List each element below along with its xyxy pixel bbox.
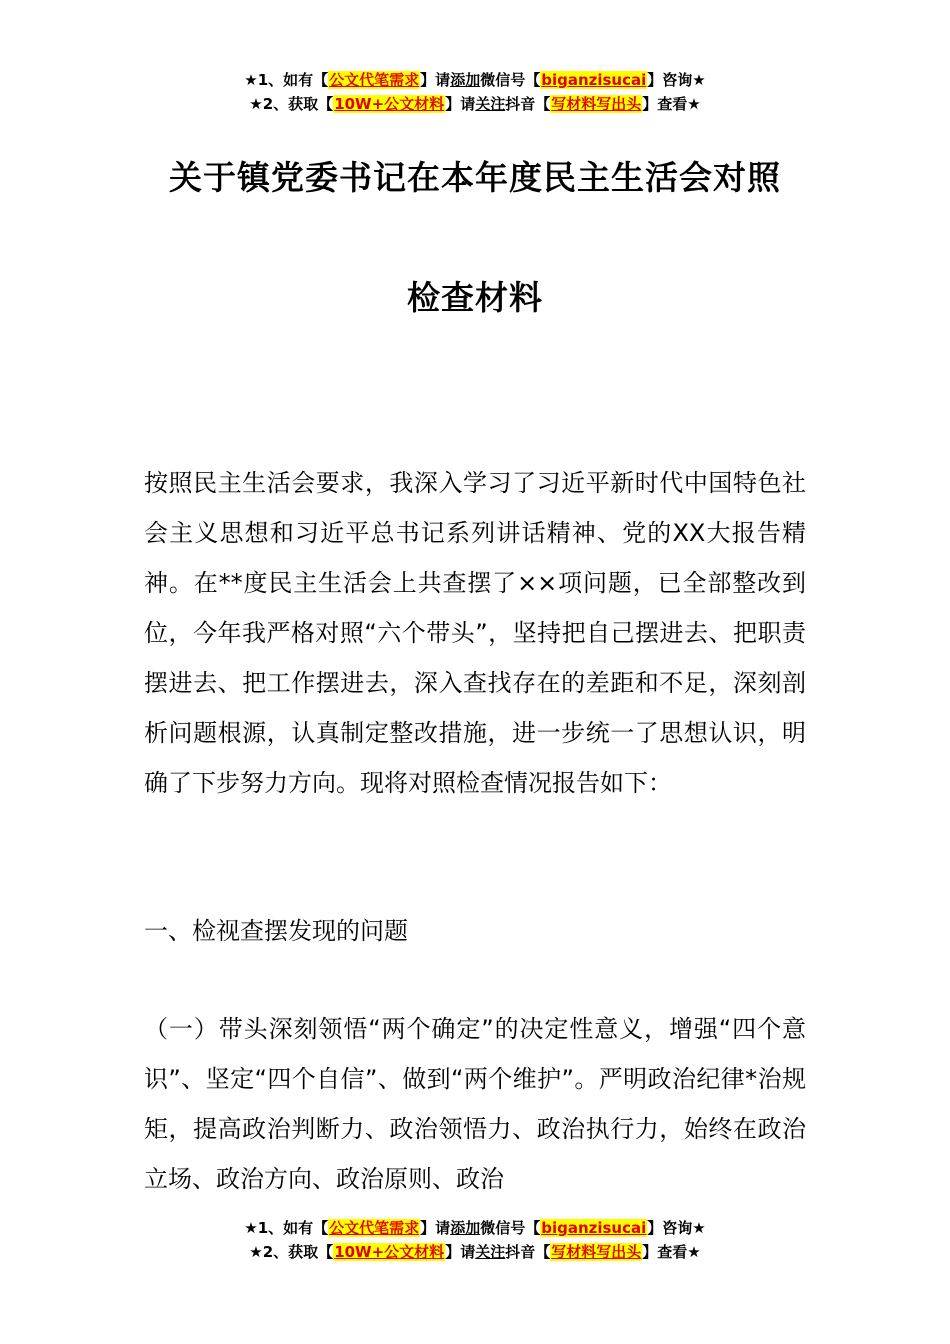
top-promo-banner [0, 68, 950, 116]
promo-highlight: 写材料写出头 [551, 1243, 642, 1261]
promo-highlight: 10W+公文材料 [334, 1243, 445, 1261]
promo-line-1: ★1、如有【公文代笔需求】请添加微信号【biganzisucai】咨询★ [244, 71, 706, 89]
promo-highlight: 10W+公文材料 [334, 95, 445, 113]
document-title-line-2: 检查材料 [407, 278, 543, 317]
promo-highlight: 公文代笔需求 [329, 71, 420, 89]
promo-line-2: ★2、获取【10W+公文材料】请关注抖音【写材料写出头】查看★ [249, 1243, 701, 1261]
intro-paragraph: 按照民主生活会要求，我深入学习了习近平新时代中国特色社会主义思想和习近平总书记系列讲话精神、党的XX大报告精神。在**度民主生活会上共查摆了××项问题，已全部整改到位，今年我严格对照“六个带头”，坚持把自己摆进去、把职责摆进去、把工作摆进去，深入查找存在的差距和不足，深刻剖析问题根源，认真制定整改措施，进一步统一了思想认识，明确了下步努力方向。现将对照检查情况报告如下： [144, 469, 806, 797]
section-paragraph: （一）带头深刻领悟“两个确定”的决定性意义，增强“四个意识”、坚定“四个自信”、做到“两个维护”。严明政治纪律*治规矩，提高政治判断力、政治领悟力、政治执行力，始终在政治立场、政治方向、政治原则、政治 [144, 1015, 806, 1193]
document-title-line-1: 关于镇党委书记在本年度民主生活会对照 [169, 158, 781, 197]
section-heading: 一、检视查摆发现的问题 [144, 917, 408, 945]
promo-highlight: 公文代笔需求 [329, 1219, 420, 1237]
bottom-promo-banner [0, 1216, 950, 1264]
promo-highlight: 写材料写出头 [551, 95, 642, 113]
promo-highlight: biganzisucai [541, 71, 647, 89]
promo-highlight: biganzisucai [541, 1219, 647, 1237]
promo-line-1: ★1、如有【公文代笔需求】请添加微信号【biganzisucai】咨询★ [244, 1219, 706, 1237]
promo-line-2: ★2、获取【10W+公文材料】请关注抖音【写材料写出头】查看★ [249, 95, 701, 113]
